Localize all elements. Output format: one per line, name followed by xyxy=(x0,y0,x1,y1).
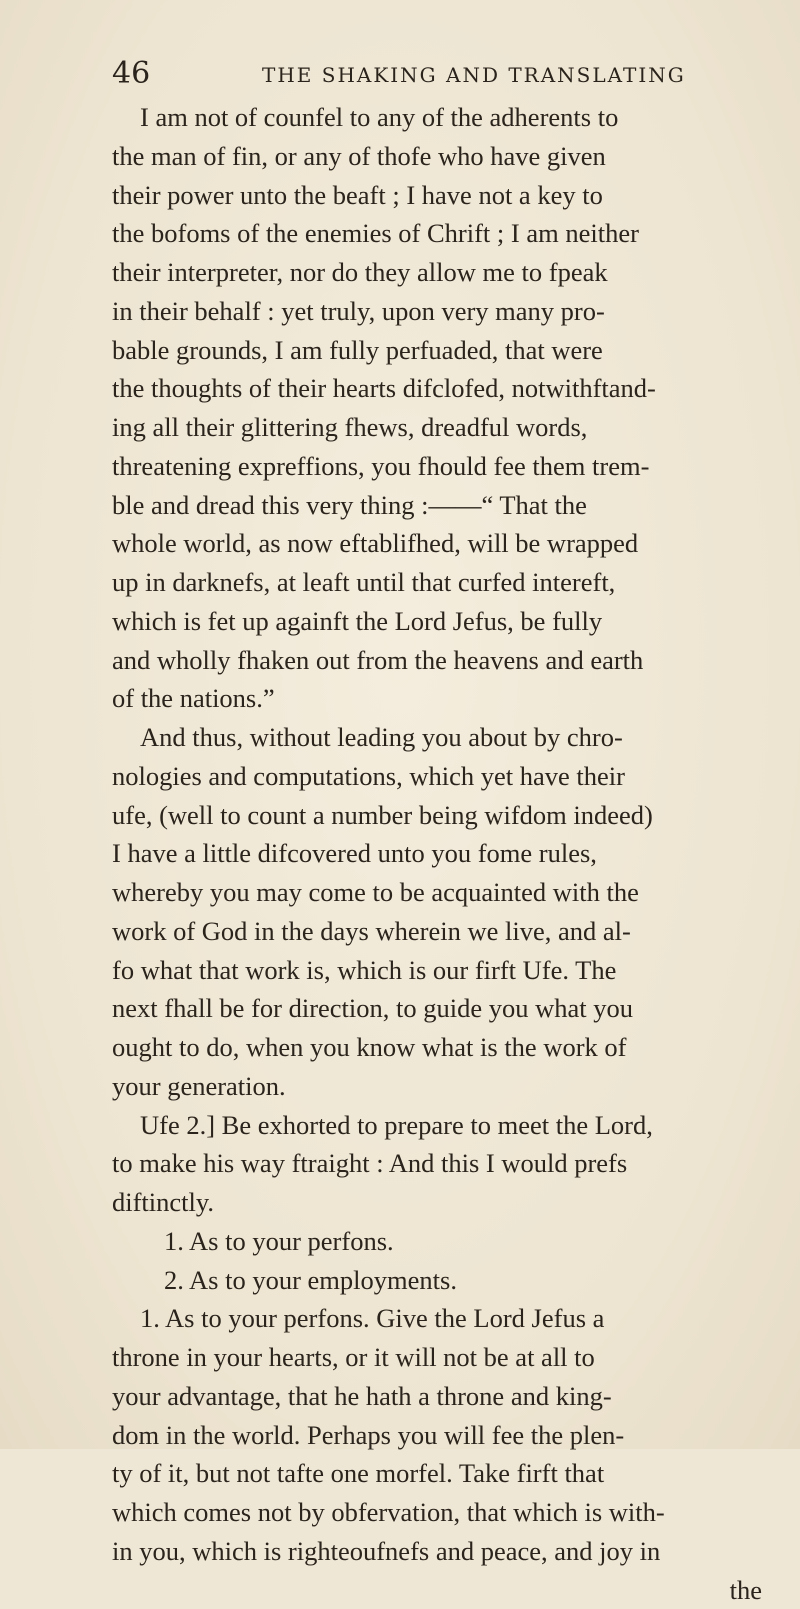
text-line: your advantage, that he hath a throne and king- xyxy=(112,1377,792,1416)
text-line: the man of fin, or any of thofe who have given xyxy=(112,137,792,176)
text-line: their interpreter, nor do they allow me to fpeak xyxy=(112,253,792,292)
text-line: ty of it, but not tafte one morfel. Take firft that xyxy=(112,1454,792,1493)
text-line: whole world, as now eftablifhed, will be wrapped xyxy=(112,524,792,563)
text-line: ing all their glittering fhews, dreadful words, xyxy=(112,408,792,447)
text-line: ought to do, when you know what is the work of xyxy=(112,1028,792,1067)
text-line: up in darknefs, at leaft until that curfed intereft, xyxy=(112,563,792,602)
text-line: fo what that work is, which is our firft Ufe. The xyxy=(112,951,792,990)
text-line: the bofoms of the enemies of Chrift ; I am neither xyxy=(112,214,792,253)
text-line: bable grounds, I am fully perfuaded, that were xyxy=(112,331,792,370)
text-line: ufe, (well to count a number being wifdom indeed) xyxy=(112,796,792,835)
text-line: of the nations.” xyxy=(112,679,792,718)
text-line: threatening expreffions, you fhould fee them trem- xyxy=(112,447,792,486)
text-line: and wholly fhaken out from the heavens and earth xyxy=(112,641,792,680)
body-text xyxy=(112,98,792,1609)
text-line: nologies and computations, which yet have their xyxy=(112,757,792,796)
text-line: throne in your hearts, or it will not be at all to xyxy=(112,1338,792,1377)
text-line: diftinctly. xyxy=(112,1183,792,1222)
text-line: which is fet up againft the Lord Jefus, be fully xyxy=(112,602,792,641)
running-head: THE SHAKING AND TRANSLATING xyxy=(262,60,686,90)
text-line: in their behalf : yet truly, upon very many pro- xyxy=(112,292,792,331)
text-line: 1. As to your perfons. xyxy=(112,1222,792,1261)
text-line: your generation. xyxy=(112,1067,792,1106)
text-line: ble and dread this very thing :——“ That the xyxy=(112,486,792,525)
text-line: the thoughts of their hearts difclofed, notwithftand- xyxy=(112,369,792,408)
text-line: And thus, without leading you about by chro- xyxy=(112,718,792,757)
text-line: 1. As to your perfons. Give the Lord Jefus a xyxy=(112,1299,792,1338)
text-line: to make his way ftraight : And this I would prefs xyxy=(112,1144,792,1183)
page-header xyxy=(112,56,732,92)
text-line: dom in the world. Perhaps you will fee the plen- xyxy=(112,1416,792,1455)
text-line: I am not of counfel to any of the adherents to xyxy=(112,98,792,137)
text-line: I have a little difcovered unto you fome rules, xyxy=(112,834,792,873)
text-line: 2. As to your employments. xyxy=(112,1261,792,1300)
page-number: 46 xyxy=(112,56,150,92)
text-line: in you, which is righteoufnefs and peace, and joy in xyxy=(112,1532,792,1571)
catchword: the xyxy=(112,1571,792,1609)
text-line: their power unto the beaft ; I have not a key to xyxy=(112,176,792,215)
text-line: Ufe 2.] Be exhorted to prepare to meet the Lord, xyxy=(112,1106,792,1145)
text-line: next fhall be for direction, to guide you what you xyxy=(112,989,792,1028)
text-line: which comes not by obfervation, that which is with- xyxy=(112,1493,792,1532)
text-line: whereby you may come to be acquainted with the xyxy=(112,873,792,912)
text-line: work of God in the days wherein we live, and al- xyxy=(112,912,792,951)
